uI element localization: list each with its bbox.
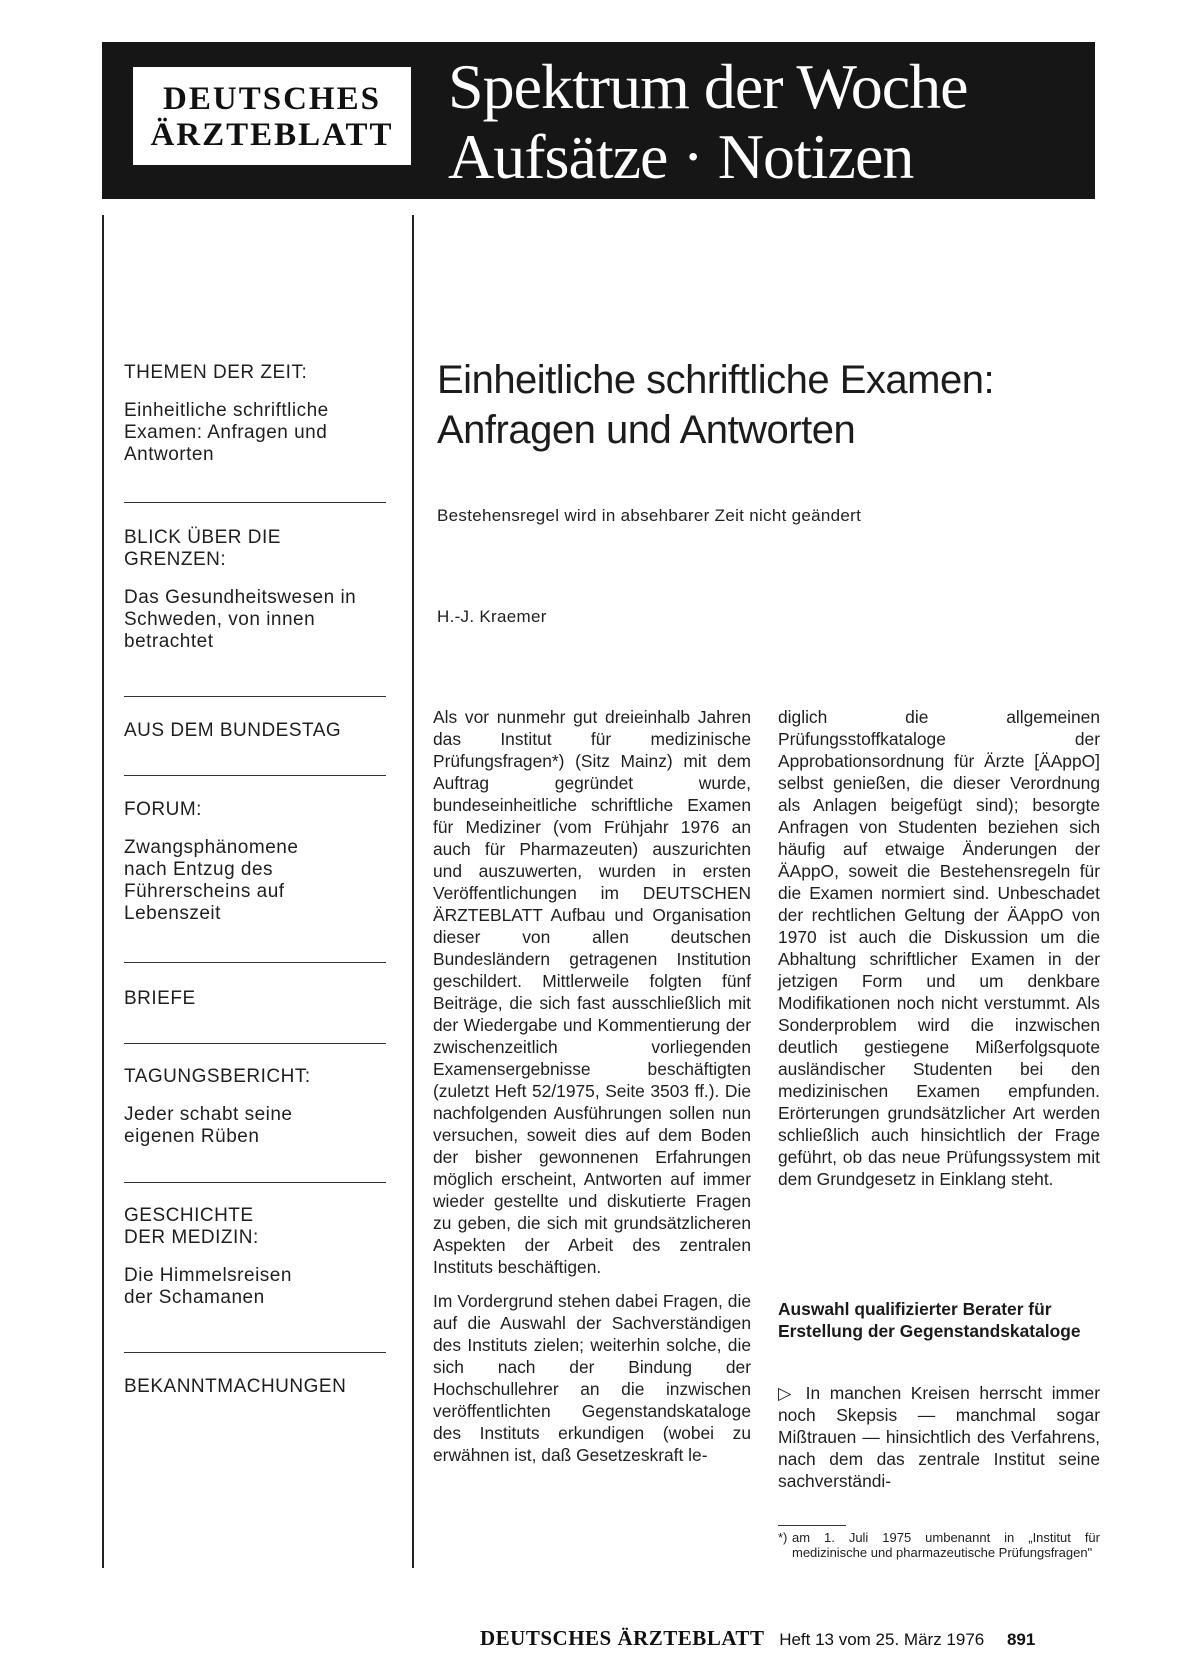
- logo-line-2: ÄRZTEBLATT: [150, 117, 394, 153]
- section-title-line-2: Aufsätze · Notizen: [448, 121, 914, 192]
- footnote-text: am 1. Juli 1975 umbenannt in „Institut für medizinische und pharmazeutische Prüfungsfragen": [792, 1530, 1100, 1560]
- sidebar-heading: TAGUNGSBERICHT:: [124, 1066, 311, 1087]
- page-number: 891: [1006, 1630, 1036, 1649]
- article-subheading: Auswahl qualifizierter Berater für Erstellung der Gegenstandskataloge: [778, 1299, 1081, 1341]
- sidebar-heading: THEMEN DER ZEIT:: [124, 362, 308, 383]
- article-subtitle: Bestehensregel wird in absehbarer Zeit nicht geändert: [437, 506, 862, 525]
- sidebar-section-forum: [124, 799, 394, 925]
- sidebar-divider: [124, 502, 386, 503]
- article-title-line-1: Einheitliche schriftliche Examen:: [437, 358, 995, 402]
- footer-journal-name: DEUTSCHES ÄRZTEBLATT: [480, 1626, 765, 1650]
- article-column-1: [433, 706, 751, 1466]
- sidebar-body: Das Gesundheitswesen in Schweden, von innen betrachtet: [124, 587, 357, 652]
- footnote-mark: *): [778, 1530, 788, 1545]
- sidebar-body: Die Himmelsreisen der Schamanen: [124, 1265, 292, 1308]
- sidebar-section-blick: [124, 527, 394, 653]
- article-author: H.-J. Kraemer: [437, 607, 547, 626]
- article-title-line-2: Anfragen und Antworten: [437, 408, 856, 452]
- footnote-divider: [778, 1525, 846, 1526]
- sidebar-body: Einheitliche schriftliche Examen: Anfragen und Antworten: [124, 400, 329, 465]
- sidebar-divider: [124, 1043, 386, 1044]
- sidebar-heading: AUS DEM BUNDESTAG: [124, 720, 342, 741]
- article-column-2-continued: [778, 1382, 1100, 1492]
- sidebar-body: Jeder schabt seine eigenen Rüben: [124, 1104, 293, 1147]
- sidebar-divider: [124, 962, 386, 963]
- article-title: [437, 355, 1087, 455]
- body-paragraph: Im Vordergrund stehen dabei Fragen, die auf die Auswahl der Sachverständigen des Instituts zielen; weiterhin solche, die sich nach der Bindung der Hochschullehrer an die inzwischen veröffentlichten Gegenstandskataloge des Instituts erkundigen (wobei zu erwähnen ist, daß Gesetzeskraft le-: [433, 1291, 751, 1465]
- article-column-2: [778, 706, 1100, 1190]
- sidebar-heading: FORUM:: [124, 799, 202, 820]
- section-title-line-1: Spektrum der Woche: [448, 51, 968, 122]
- sidebar-section-briefe: [124, 988, 394, 1026]
- logo-line-1: DEUTSCHES: [163, 81, 381, 117]
- sidebar-section-bundestag: [124, 720, 394, 758]
- sidebar-section-tagungsbericht: [124, 1066, 394, 1148]
- footer-issue: Heft 13 vom 25. März 1976: [779, 1630, 985, 1649]
- footnote: [778, 1530, 1100, 1560]
- sidebar-section-themen: [124, 362, 394, 466]
- sidebar-divider: [124, 1182, 386, 1183]
- sidebar-heading: GESCHICHTE DER MEDIZIN:: [124, 1205, 259, 1248]
- body-paragraph: diglich die allgemeinen Prüfungsstoffkataloge der Approbationsordnung für Ärzte [ÄAppO] selbst genießen, die dieser Verordnung als Anlagen beigefügt sind); besorgte Anfragen von Studenten beziehen sich häufig auf etwaige Änderungen der ÄAppO, soweit die Bestehensregeln für die Examen normiert sind. Unbeschadet der rechtlichen Geltung der ÄAppO von 1970 ist auch die Diskussion um die Abhaltung schriftlicher Examen in der jetzigen Form und um denkbare Modifikationen noch nicht verstummt. Als Sonderproblem wird die inzwischen deutlich gestiegene Mißerfolgsquote ausländischer Studenten bei den medizinischen Examen empfunden. Erörterungen grundsätzlicher Art werden schließlich auch hinsichtlich der Frage geführt, ob das neue Prüfungssystem mit dem Grundgesetz in Einklang steht.: [778, 707, 1100, 1189]
- sidebar-heading: BEKANNTMACHUNGEN: [124, 1376, 347, 1397]
- page-footer: [480, 1626, 1092, 1651]
- journal-logo: [133, 67, 411, 165]
- sidebar-section-bekanntmachungen: [124, 1376, 394, 1414]
- sidebar-body: Zwangsphänomene nach Entzug des Führerscheins auf Lebenszeit: [124, 837, 299, 924]
- sidebar-section-geschichte: [124, 1205, 394, 1309]
- sidebar-heading: BLICK ÜBER DIE GRENZEN:: [124, 527, 281, 570]
- sidebar-divider: [124, 1352, 386, 1353]
- body-paragraph: ▷ In manchen Kreisen herrscht immer noch Skepsis — manchmal sogar Mißtrauen — hinsichtlich des Verfahrens, nach dem das zentrale Institut seine sachverständi-: [778, 1383, 1100, 1491]
- sidebar-divider: [124, 775, 386, 776]
- sidebar-divider: [124, 696, 386, 697]
- sidebar-heading: BRIEFE: [124, 988, 196, 1009]
- body-paragraph: Als vor nunmehr gut dreieinhalb Jahren das Institut für medizinische Prüfungsfragen*) (Sitz Mainz) mit dem Auftrag gegründet wurde, bundeseinheitliche schriftliche Examen für Mediziner (vom Frühjahr 1976 an auch für Pharmazeuten) auszurichten und auszuwerten, wurden in ersten Veröffentlichungen im DEUTSCHEN ÄRZTEBLATT Aufbau und Organisation dieser von allen deutschen Bundesländern getragenen Institution geschildert. Mittlerweile folgten fünf Beiträge, die sich fast ausschließlich mit der Wiedergabe und Kommentierung der zwischenzeitlich vorliegenden Examensergebnisse beschäftigten (zuletzt Heft 52/1975, Seite 3503 ff.). Die nachfolgenden Ausführungen sollen nun versuchen, soweit dies auf dem Boden der bisher gewonnenen Erfahrungen möglich erscheint, Antworten auf immer wieder gestellte und diskutierte Fragen zu geben, die sich mit grundsätzlicheren Aspekten der Arbeit des zentralen Instituts beschäftigen.: [433, 707, 751, 1277]
